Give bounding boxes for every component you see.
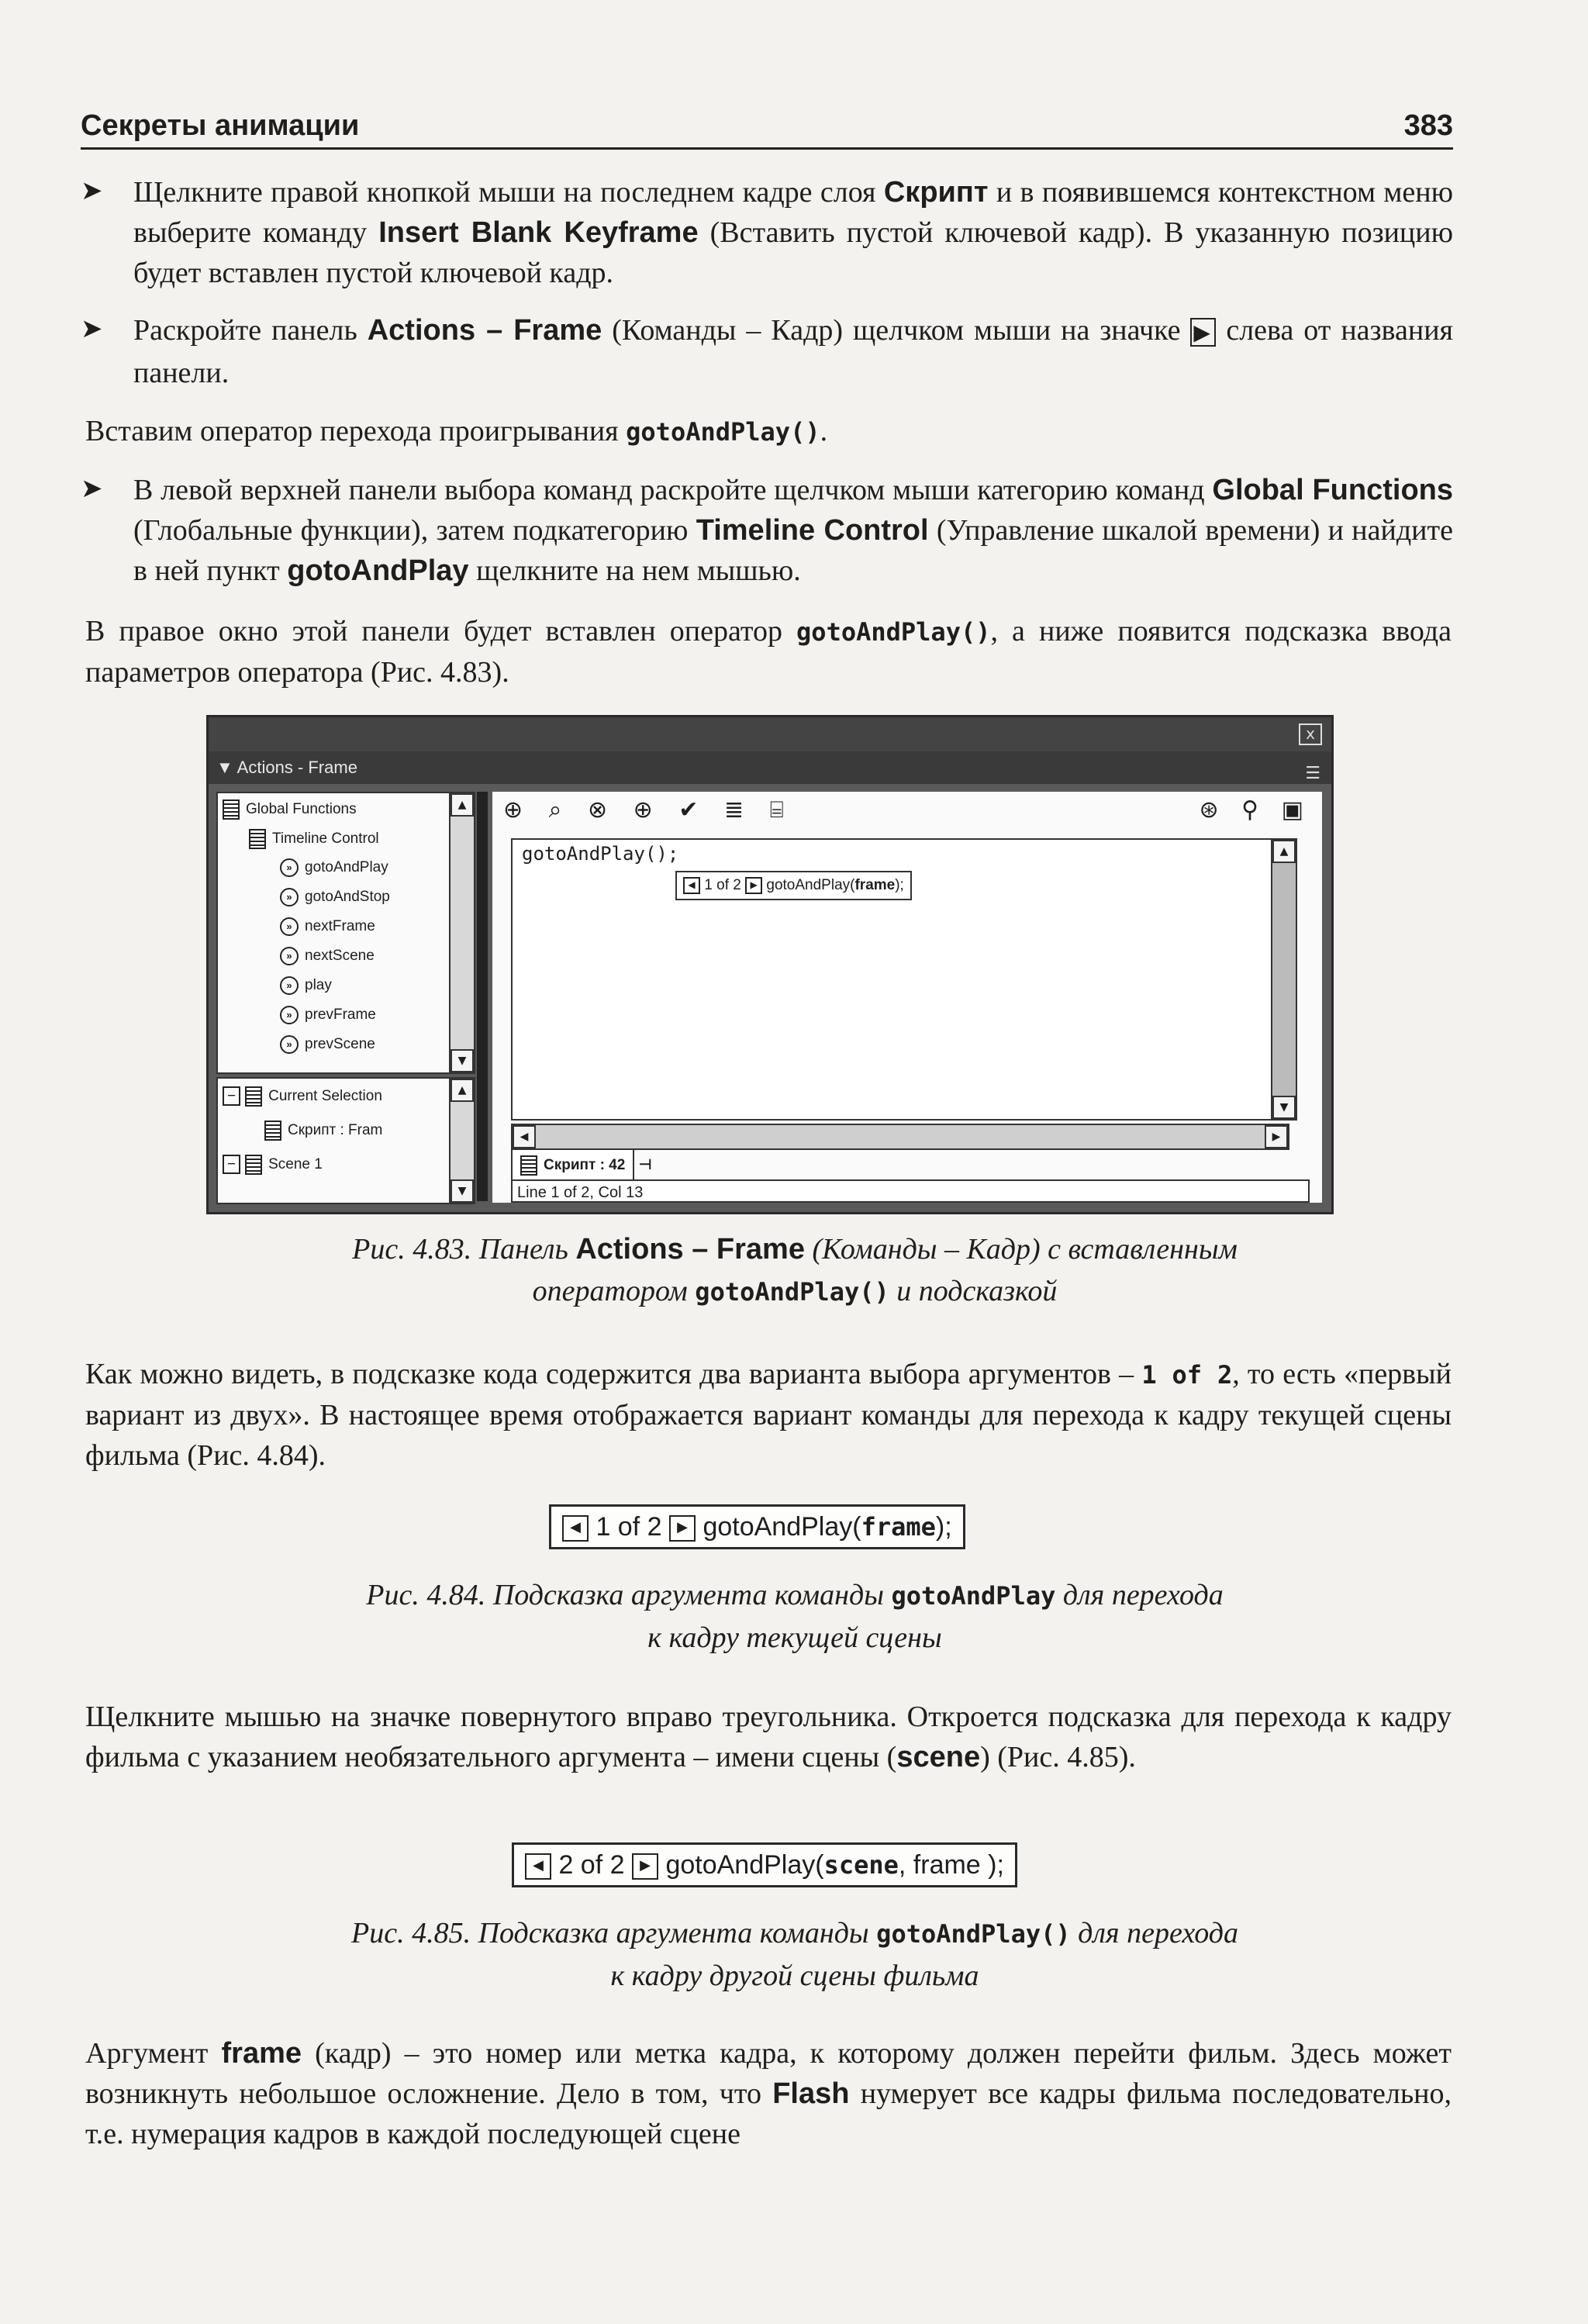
toolbox-item-prevscene[interactable]: » prevScene (280, 1035, 375, 1054)
code-hint: ◀ 1 of 2 ▶ gotoAndPlay(frame); (675, 871, 912, 900)
bullet-text: Щелкните правой кнопкой мыши на последнем кадре слоя Скрипт и в появившемся контекстном меню выберите команду Insert Blank Keyframe (Вставить пустой ключевой кадр). В указанную позицию будет вставлен пустой ключевой кадр. (133, 176, 1454, 289)
expand-triangle-icon: ▶ (1190, 318, 1216, 347)
toolbox-item-gotoandplay[interactable]: » gotoAndPlay (280, 858, 388, 877)
toolbox-item-play[interactable]: » play (280, 976, 332, 995)
action-icon: » (280, 888, 299, 906)
navigator-item-scene-1[interactable]: − Scene 1 (223, 1155, 323, 1175)
pane-splitter[interactable] (477, 792, 488, 1201)
hint-next-arrow-icon: ▶ (632, 1853, 658, 1880)
scroll-up-icon[interactable]: ▲ (451, 1079, 474, 1102)
toolbox-item-prevframe[interactable]: » prevFrame (280, 1006, 376, 1024)
script-navigator (216, 1077, 475, 1204)
navigator-item-script-frame[interactable]: Скрипт : Fram (264, 1121, 382, 1141)
bullet-arrow-icon: ➤ (81, 473, 103, 504)
paragraph-hint-variants: Как можно видеть, в подсказке кода содержится два варианта выбора аргументов – 1 of 2, то есть «первый вариант из двух». В настоящее время отображается вариант команды для перехода к кадру текущей сцены фильма (Рис. 4.84). (85, 1358, 1452, 1472)
status-bar: Line 1 of 2, Col 13 (511, 1179, 1310, 1203)
script-toolbar-left-icons[interactable]: ⊕ ⌕ ⊗ ⊕ ✔ ≣ ⌸ (503, 796, 793, 824)
scroll-up-icon[interactable]: ▲ (1272, 840, 1296, 863)
frame-icon (264, 1121, 281, 1141)
bullet-text: Раскройте панель Actions – Frame (Команды – Кадр) щелчком мыши на значке ▶ слева от названия панели. (133, 314, 1454, 389)
panel-menu-icon[interactable]: ☰ (1305, 764, 1320, 783)
action-icon: » (280, 917, 299, 936)
scroll-down-icon[interactable]: ▼ (451, 1049, 474, 1072)
hint-figure-4-85: ◀ 2 of 2 ▶ gotoAndPlay(scene, frame ); (512, 1842, 1017, 1887)
bullet-insert-keyframe (81, 172, 1453, 293)
hint-next-arrow-icon[interactable]: ▶ (745, 877, 762, 894)
panel-title: ▼ Actions - Frame (216, 758, 357, 777)
navigator-item-current-selection[interactable]: − Current Selection (223, 1086, 382, 1107)
editor-vertical-scrollbar[interactable] (1271, 840, 1296, 1119)
toolbox-item-global-functions[interactable]: Global Functions (223, 799, 357, 820)
book-icon (249, 829, 266, 849)
toolbox-scrollbar[interactable] (449, 793, 474, 1072)
action-icon: » (280, 1035, 299, 1054)
page-number: 383 (1403, 109, 1453, 142)
paragraph-scene-argument: Щелкните мышью на значке повернутого вправо треугольника. Откроется подсказка для перехода к кадру фильма с указанием необязательного аргумента – имени сцены (scene) (Рис. 4.85). (85, 1701, 1452, 1773)
script-editor[interactable] (511, 838, 1297, 1121)
script-toolbar-right-icons[interactable]: ⊛ ⚲ ▣ (1199, 796, 1311, 824)
header-title: Секреты анимации (81, 109, 360, 142)
bullet-open-actions-panel (81, 310, 1453, 393)
bullet-text: В левой верхней панели выбора команд раскройте щелчком мыши категорию команд Global Functions (Глобальные функции), затем подкатегорию Timeline Control (Управление шкалой времени) и найдите в ней пункт gotoAndPlay щелкните на нем мышью. (133, 474, 1453, 587)
panel-title-bar[interactable] (209, 751, 1331, 784)
script-pane (492, 792, 1322, 1203)
hint-figure-4-84: ◀ 1 of 2 ▶ gotoAndPlay(frame); (549, 1504, 965, 1549)
book-icon (223, 799, 240, 820)
bullet-select-command (81, 470, 1453, 591)
selection-icon (245, 1086, 262, 1107)
hint-prev-arrow-icon[interactable]: ◀ (683, 877, 700, 894)
script-toolbar (492, 792, 1322, 830)
action-icon: » (280, 947, 299, 965)
toolbox-item-nextscene[interactable]: » nextScene (280, 947, 375, 965)
scroll-left-icon[interactable]: ◀ (513, 1125, 536, 1148)
script-tab[interactable]: Скрипт : 42 (511, 1148, 634, 1183)
action-icon: » (280, 976, 299, 995)
bullet-arrow-icon: ➤ (81, 175, 103, 206)
actions-panel-screenshot (206, 715, 1334, 1214)
close-icon[interactable]: x (1299, 723, 1322, 745)
paragraph-insert-operator: Вставим оператор перехода проигрывания gotoAndPlay(). (85, 415, 828, 447)
paragraph-frame-argument: Аргумент frame (кадр) – это номер или метка кадра, к которому должен перейти фильм. Здесь может возникнуть небольшое осложнение. Дело в том, что Flash нумерует все кадры фильма последовательно, т.е. нумерация кадров в каждой последующей сцене (85, 2037, 1452, 2150)
pin-icon[interactable]: ⊣ (638, 1156, 652, 1173)
figure-caption-4-84: Рис. 4.84. Подсказка аргумента команды gotoAndPlay для перехода к кадру текущей сцены (366, 1579, 1224, 1654)
hint-next-arrow-icon: ▶ (669, 1515, 696, 1542)
bullet-arrow-icon: ➤ (81, 313, 103, 344)
toolbox-item-timeline-control[interactable]: Timeline Control (249, 829, 379, 849)
scroll-right-icon[interactable]: ▶ (1265, 1125, 1288, 1148)
hint-prev-arrow-icon: ◀ (562, 1515, 589, 1542)
script-tab-bar (511, 1148, 652, 1179)
actions-toolbox (216, 792, 475, 1074)
editor-horizontal-scrollbar[interactable] (511, 1124, 1289, 1150)
toolbox-item-gotoandstop[interactable]: » gotoAndStop (280, 888, 390, 906)
scroll-down-icon[interactable]: ▼ (451, 1179, 474, 1203)
scroll-up-icon[interactable]: ▲ (451, 793, 474, 817)
running-header (81, 102, 1453, 150)
action-icon: » (280, 1006, 299, 1024)
navigator-scrollbar[interactable] (449, 1079, 474, 1203)
scene-icon (245, 1155, 262, 1175)
figure-caption-4-83: Рис. 4.83. Панель Actions – Frame (Команды – Кадр) с вставленным оператором gotoAndPlay() и подсказкой (352, 1233, 1238, 1307)
scroll-down-icon[interactable]: ▼ (1272, 1096, 1296, 1119)
action-icon: » (280, 858, 299, 877)
hint-prev-arrow-icon: ◀ (525, 1853, 551, 1880)
panel-top-bar (209, 717, 1331, 751)
frame-icon (520, 1155, 537, 1176)
toolbox-item-nextframe[interactable]: » nextFrame (280, 917, 375, 936)
code-line: gotoAndPlay(); (522, 843, 679, 865)
paragraph-hint-appears: В правое окно этой панели будет вставлен оператор gotoAndPlay(), а ниже появится подсказка ввода параметров оператора (Рис. 4.83). (85, 615, 1452, 689)
figure-caption-4-85: Рис. 4.85. Подсказка аргумента команды gotoAndPlay() для перехода к кадру другой сцены фильма (351, 1917, 1238, 1992)
